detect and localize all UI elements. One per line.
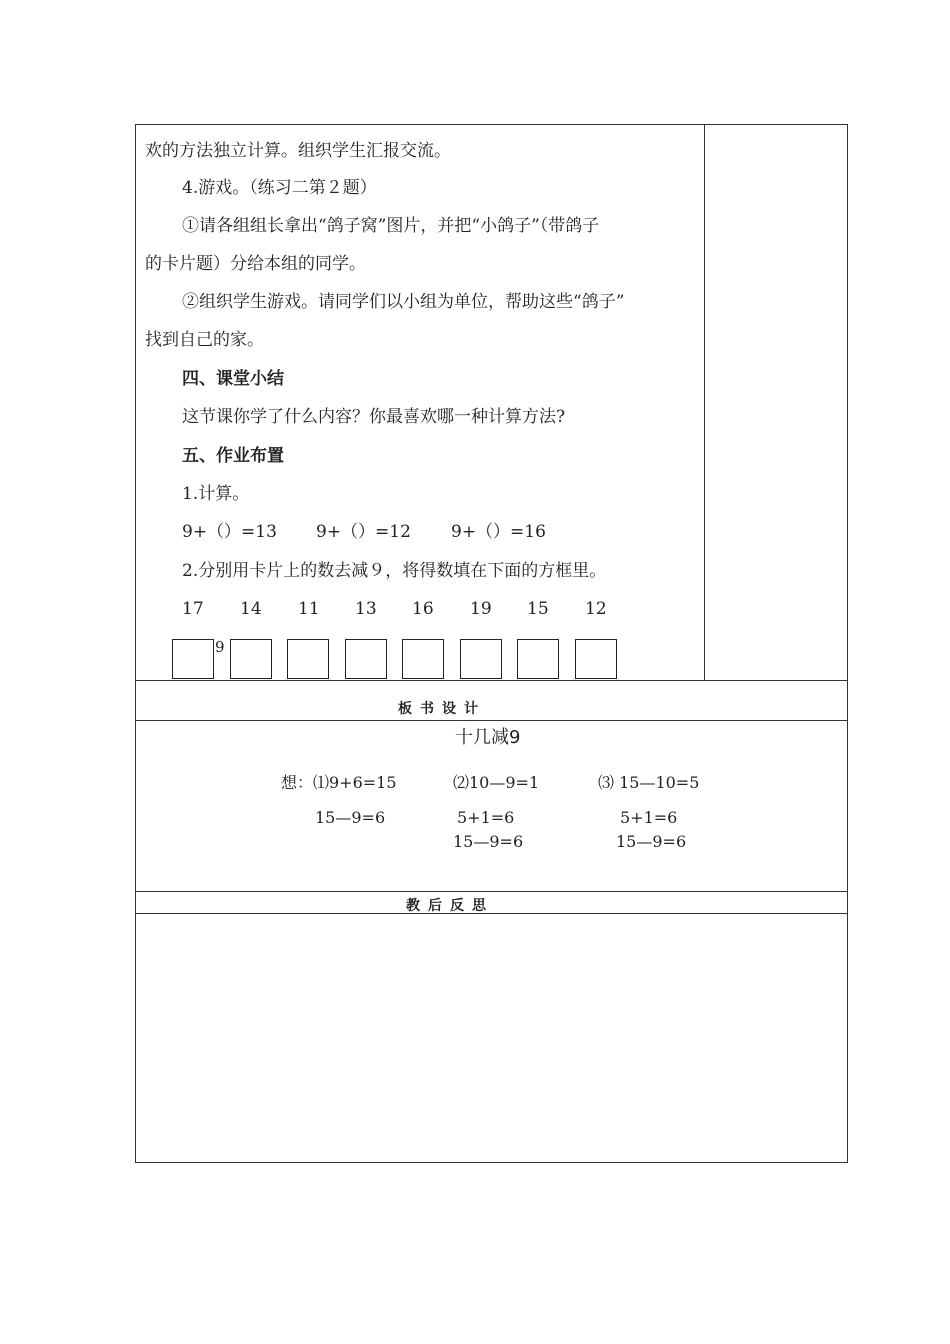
table-top-border [135, 124, 848, 125]
board-col3-row1: ⑶ 15—10=5 [598, 773, 700, 792]
answer-box [172, 639, 214, 679]
card-number: 13 [355, 599, 377, 619]
board-col2-row3: 15—9=6 [453, 832, 524, 851]
card-number: 17 [182, 599, 204, 619]
board-col1-row2: 15—9=6 [315, 808, 386, 827]
answer-box [230, 639, 272, 679]
lesson-paragraph-7: 2.分别用卡片上的数去减９，将得数填在下面的方框里。 [182, 561, 607, 581]
lesson-paragraph-6: 1.计算。 [182, 484, 250, 504]
board-title: 十几减9 [455, 727, 521, 748]
answer-box [287, 639, 329, 679]
board-design-header: 板书设计 [398, 701, 486, 717]
section-heading-summary: 四、课堂小结 [182, 369, 284, 389]
row-divider-2 [135, 720, 848, 721]
reflection-header: 教后反思 [406, 898, 494, 914]
minus-nine-label: 9 [215, 638, 225, 656]
lesson-paragraph-2: 4.游戏。（练习二第２题） [182, 178, 377, 198]
answer-box [460, 639, 502, 679]
row-divider-1 [135, 680, 848, 681]
table-bottom-border [135, 1162, 848, 1163]
answer-box [575, 639, 617, 679]
answer-box [345, 639, 387, 679]
lesson-paragraph-1: 欢的方法独立计算。组织学生汇报交流。 [145, 141, 451, 161]
equation-1: 9+（）=13 [182, 522, 277, 542]
card-number: 14 [240, 599, 262, 619]
card-number: 19 [470, 599, 492, 619]
equation-2: 9+（）=12 [316, 522, 411, 542]
board-col3-row2: 5+1=6 [620, 808, 678, 827]
lesson-paragraph-4b: 找到自己的家。 [145, 330, 264, 350]
table-column-divider [704, 124, 705, 681]
board-col2-row1: ⑵10—9=1 [453, 773, 540, 792]
board-col3-row3: 15—9=6 [616, 832, 687, 851]
lesson-paragraph-4a: ②组织学生游戏。请同学们以小组为单位，帮助这些“鸽子” [182, 292, 625, 312]
row-divider-3 [135, 891, 848, 892]
reflection-body [136, 914, 847, 1162]
lesson-paragraph-3b: 的卡片题）分给本组的同学。 [145, 254, 366, 274]
card-number: 16 [412, 599, 434, 619]
board-col2-row2: 5+1=6 [457, 808, 515, 827]
section-heading-homework: 五、作业布置 [182, 446, 284, 466]
answer-box [402, 639, 444, 679]
equation-3: 9+（）=16 [451, 522, 546, 542]
card-number: 12 [585, 599, 607, 619]
lesson-paragraph-5: 这节课你学了什么内容？你最喜欢哪一种计算方法? [182, 407, 566, 427]
table-right-border [847, 124, 848, 1163]
board-think-line: 想：⑴9+6=15 [281, 773, 397, 792]
card-number: 11 [298, 599, 320, 619]
lesson-paragraph-3a: ①请各组组长拿出“鸽子窝”图片，并把“小鸽子”（带鸽子 [182, 216, 600, 236]
answer-box [517, 639, 559, 679]
card-number: 15 [527, 599, 549, 619]
